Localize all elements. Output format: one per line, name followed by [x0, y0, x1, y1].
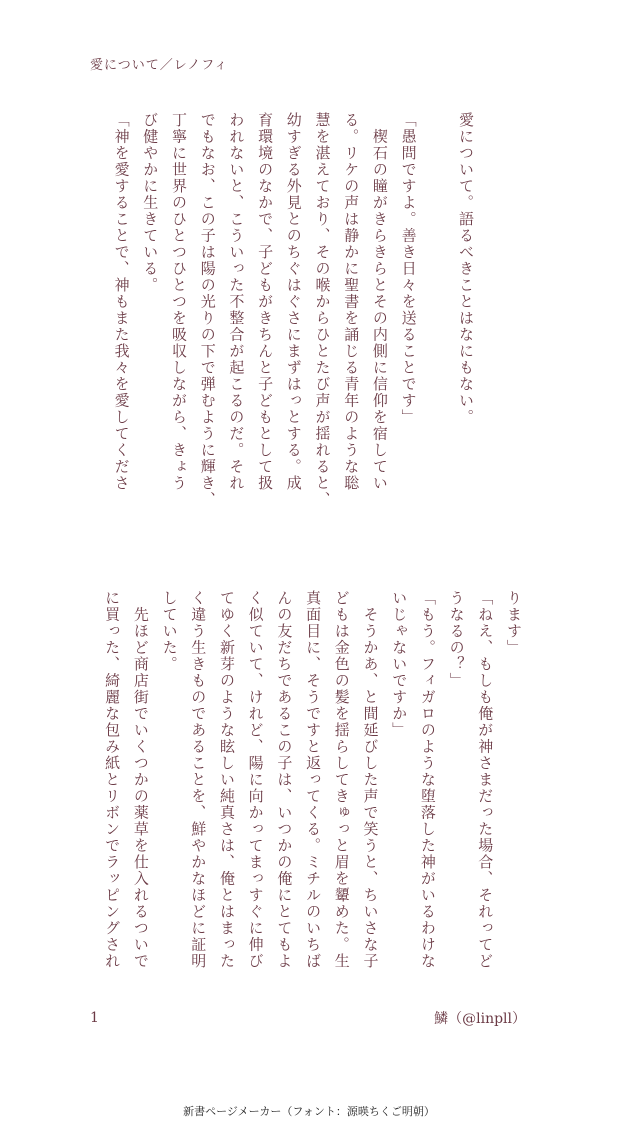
text-line: いじゃないですか」 [390, 590, 409, 739]
text-line: そうかあ、と間延びした声で笑うと、ちいさな子 [361, 590, 380, 970]
text-line: てゆく新芽のような眩しい純真さは、俺とはまった [217, 590, 236, 970]
text-line: でもなお、この子は陽の光りの下で弾むように輝き、 [198, 112, 217, 508]
text-line: 愛について。語るべきことはなにもない。 [457, 112, 475, 426]
text-line: く違う生きものであることを、鮮やかなほどに証明 [189, 590, 208, 970]
text-line: 真面目に、そうですと返ってくる。ミチルのいちば [304, 590, 323, 970]
text-line: 幼すぎる外見とのちぐはぐさにまずはっとする。成 [284, 112, 303, 492]
text-line: 「ねえ、もしも俺が神さまだった場合、それってど [476, 590, 495, 970]
text-line: どもは金色の髪を揺らしてきゅっと眉を顰めた。生 [332, 590, 351, 970]
text-line: していた。 [160, 590, 179, 673]
text-line: んの友だちであるこの子は、いつかの俺にとてもよ [275, 590, 294, 970]
line-gap [423, 112, 452, 524]
text-line: る。リケの声は静かに聖書を誦じる青年のような聡 [342, 112, 361, 492]
text-line: うなるの？」 [447, 590, 466, 689]
text-column-bottom [90, 590, 528, 990]
text-line: 先ほど商店街でいくつかの薬草を仕入れるついで [131, 590, 150, 970]
page-number: 1 [90, 1010, 99, 1026]
text-line: 慧を湛えており、その喉からひとたび声が揺れると、 [313, 112, 332, 508]
text-line: び健やかに生きている。 [141, 112, 160, 294]
text-column-top [90, 112, 480, 524]
text-line: われないと、こういった不整合が起こるのだ。それ [227, 112, 246, 492]
author-credit: 鱗（@linpll） [434, 1011, 526, 1027]
text-line: に買った、綺麗な包み紙とリボンでラッピングされ [103, 590, 122, 970]
text-line: 楔石の瞳がきらきらとその内側に信仰を宿してい [370, 112, 389, 492]
text-line: 「神を愛することで、神もまた我々を愛してくださ [112, 112, 131, 492]
text-line: 育環境のなかで、子どもがきちんと子どもとして扱 [256, 112, 275, 492]
text-line: く似ていて、けれど、陽に向かってまっすぐに伸び [246, 590, 265, 970]
text-line: 「もう。フィガロのような堕落した神がいるわけな [418, 590, 437, 970]
text-line: 丁寧に世界のひとつひとつを吸収しながら、きょう [169, 112, 188, 492]
text-line: 「愚問ですよ。善き日々を送ることです」 [399, 112, 418, 426]
text-line: ります」 [505, 590, 523, 656]
header-title: 愛について／レノフィ [90, 58, 229, 73]
maker-credit: 新書ページメーカー（フォント：源暎ちくご明朝） [183, 1105, 435, 1118]
